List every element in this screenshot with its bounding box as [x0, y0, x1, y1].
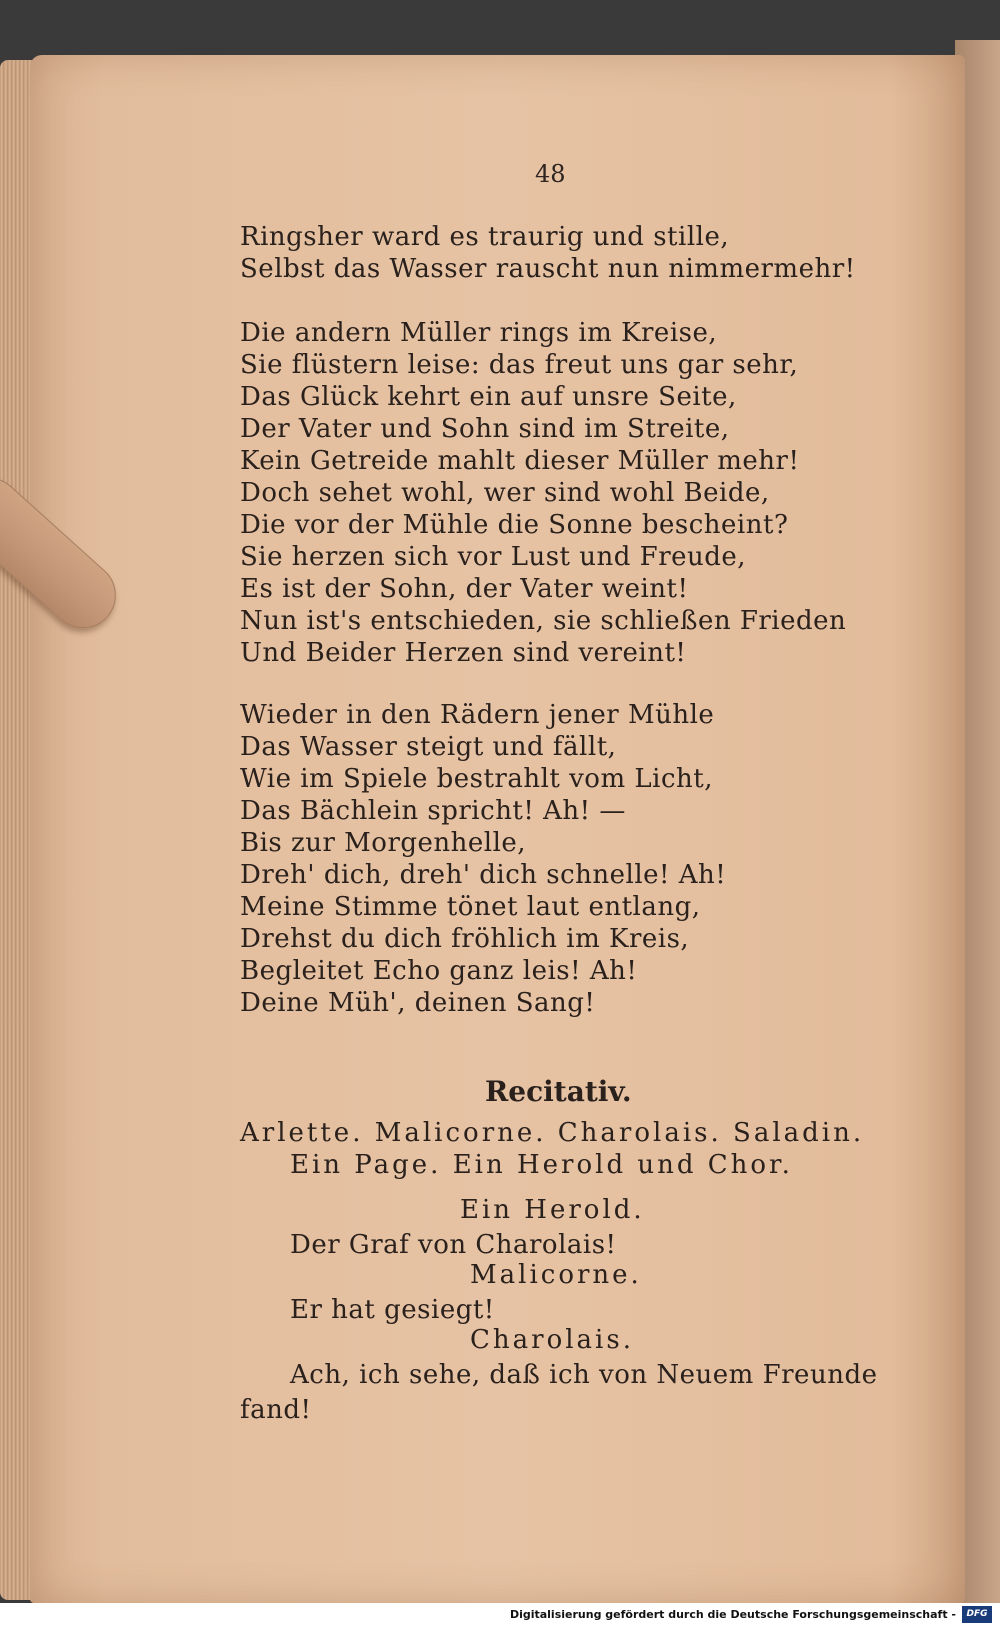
dialogue-line: Ach, ich sehe, daß ich von Neuem Freunde [290, 1360, 878, 1390]
poem-line: Begleitet Echo ganz leis! Ah! [240, 956, 638, 986]
poem-line: Wieder in den Rädern jener Mühle [240, 700, 715, 730]
speaker-name: Malicorne. [470, 1260, 642, 1290]
poem-line: Ringsher ward es traurig und stille, [240, 222, 730, 252]
poem-line: Selbst das Wasser rauscht nun nimmermehr! [240, 254, 856, 284]
poem-line: Das Wasser steigt und fällt, [240, 732, 617, 762]
poem-line: Bis zur Morgenhelle, [240, 828, 527, 858]
dialogue-line: Der Graf von Charolais! [290, 1230, 617, 1260]
poem-line: Wie im Spiele bestrahlt vom Licht, [240, 764, 713, 794]
poem-line: Dreh' dich, dreh' dich schnelle! Ah! [240, 860, 727, 890]
poem-line: Und Beider Herzen sind vereint! [240, 638, 687, 668]
poem-line: Sie flüstern leise: das freut uns gar sehr, [240, 350, 799, 380]
speaker-name: Charolais. [470, 1325, 634, 1355]
poem-line: Das Glück kehrt ein auf unsre Seite, [240, 382, 737, 412]
footer-bar [0, 1603, 1000, 1628]
poem-line: Es ist der Sohn, der Vater weint! [240, 574, 689, 604]
cast-list: Ein Page. Ein Herold und Chor. [290, 1150, 793, 1180]
poem-line: Die vor der Mühle die Sonne bescheint? [240, 510, 789, 540]
poem-line: Nun ist's entschieden, sie schließen Frieden [240, 606, 847, 636]
poem-line: Die andern Müller rings im Kreise, [240, 318, 718, 348]
dialogue-line: fand! [240, 1395, 312, 1425]
recitativ-heading: Recitativ. [485, 1075, 632, 1108]
poem-line: Das Bächlein spricht! Ah! — [240, 796, 626, 826]
cast-list: Arlette. Malicorne. Charolais. Saladin. [240, 1118, 865, 1148]
poem-line: Meine Stimme tönet laut entlang, [240, 892, 701, 922]
poem-line: Drehst du dich fröhlich im Kreis, [240, 924, 690, 954]
poem-line: Deine Müh', deinen Sang! [240, 988, 596, 1018]
poem-line: Der Vater und Sohn sind im Streite, [240, 414, 730, 444]
dfg-logo: DFG [962, 1606, 992, 1623]
poem-line: Sie herzen sich vor Lust und Freude, [240, 542, 747, 572]
dialogue-line: Er hat gesiegt! [290, 1295, 495, 1325]
page-number: 48 [535, 160, 566, 188]
speaker-name: Ein Herold. [460, 1195, 645, 1225]
poem-line: Kein Getreide mahlt dieser Müller mehr! [240, 446, 800, 476]
digitization-credit: Digitalisierung gefördert durch die Deutsche Forschungsgemeinschaft - [509, 1608, 956, 1621]
poem-line: Doch sehet wohl, wer sind wohl Beide, [240, 478, 770, 508]
